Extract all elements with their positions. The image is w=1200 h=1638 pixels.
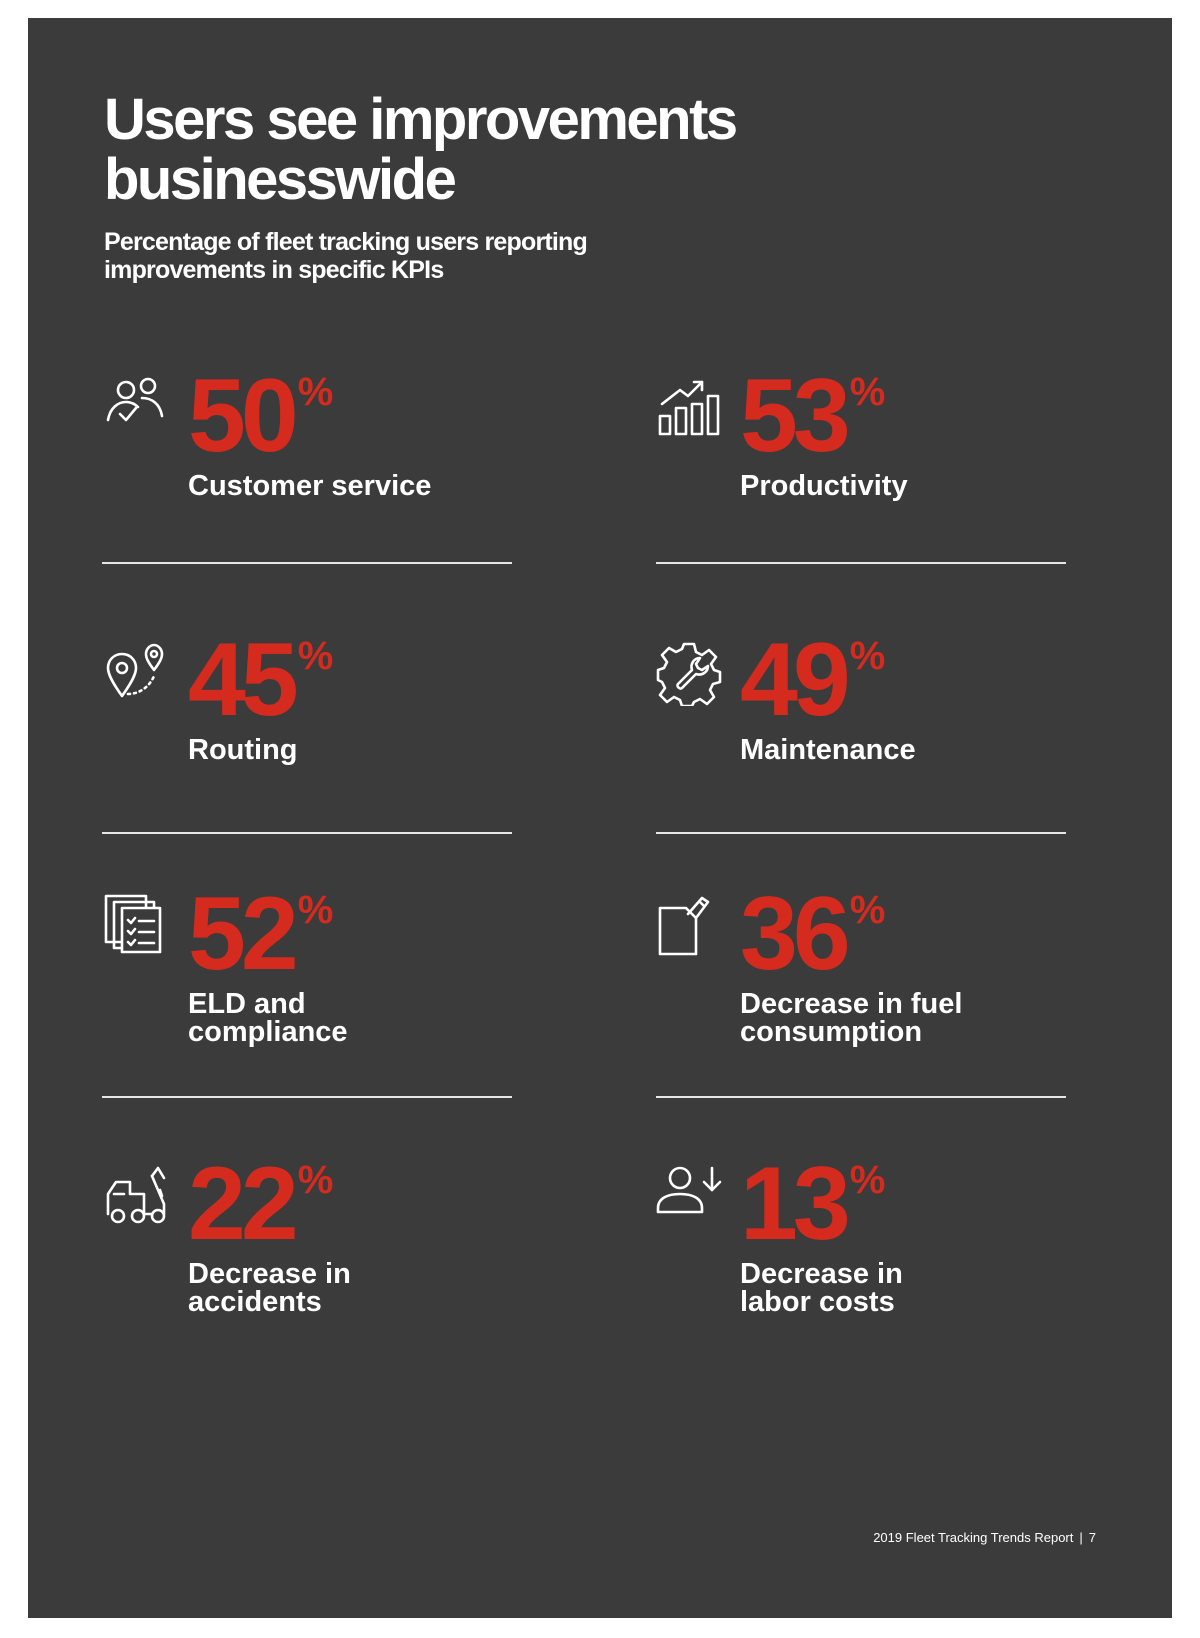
person-down-arrow-icon bbox=[656, 1164, 722, 1230]
divider bbox=[656, 1096, 1066, 1098]
stat-value: 49 % bbox=[740, 622, 886, 738]
stat-value: 52 % bbox=[188, 876, 334, 992]
page-title bbox=[104, 87, 736, 212]
gear-wrench-icon bbox=[656, 640, 722, 706]
checklist-documents-icon bbox=[104, 894, 170, 960]
page-number: 7 bbox=[1088, 1530, 1096, 1545]
fuel-can-icon bbox=[656, 894, 722, 960]
stat-label: Customer service bbox=[188, 470, 432, 502]
page-title-line-2: businesswide bbox=[104, 147, 455, 212]
page-subtitle-line-1: Percentage of fleet tracking users reporting bbox=[104, 228, 588, 256]
divider bbox=[102, 562, 512, 564]
divider bbox=[656, 562, 1066, 564]
stat-value: 50 % bbox=[188, 358, 334, 474]
stat-label: Decrease in accidents bbox=[188, 1258, 351, 1318]
stat-value: 36 % bbox=[740, 876, 886, 992]
page-footer bbox=[873, 1530, 1096, 1546]
stat-label: Decrease in labor costs bbox=[740, 1258, 903, 1318]
stat-label: Decrease in fuel consumption bbox=[740, 988, 963, 1048]
divider bbox=[102, 1096, 512, 1098]
stat-value: 13 % bbox=[740, 1146, 886, 1262]
stat-label: ELD and compliance bbox=[188, 988, 348, 1048]
divider bbox=[656, 832, 1066, 834]
stat-label: Productivity bbox=[740, 470, 908, 502]
bar-chart-up-icon bbox=[656, 376, 722, 442]
page-title-line-1: Users see improvements bbox=[104, 87, 736, 152]
stat-value: 45 % bbox=[188, 622, 334, 738]
page bbox=[28, 18, 1172, 1618]
stat-value: 53 % bbox=[740, 358, 886, 474]
stat-value: 22 % bbox=[188, 1146, 334, 1262]
footer-separator: | bbox=[1079, 1530, 1083, 1545]
people-check-icon bbox=[104, 376, 170, 442]
stat-label: Maintenance bbox=[740, 734, 916, 766]
map-pins-route-icon bbox=[104, 640, 170, 706]
tow-truck-icon bbox=[104, 1164, 170, 1230]
page-subtitle bbox=[104, 228, 587, 284]
page-subtitle-line-2: improvements in specific KPIs bbox=[104, 256, 444, 284]
stat-label: Routing bbox=[188, 734, 298, 766]
report-name: 2019 Fleet Tracking Trends Report bbox=[873, 1530, 1074, 1545]
divider bbox=[102, 832, 512, 834]
